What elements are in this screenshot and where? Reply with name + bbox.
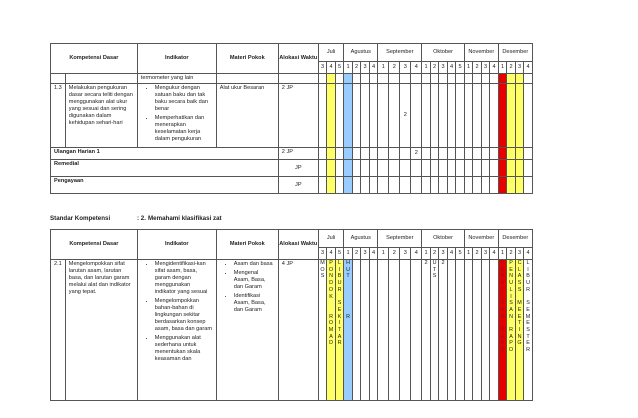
week-cell: 3 — [481, 248, 490, 260]
week-cell: 4 — [369, 62, 378, 74]
kd-row-1-3 — [51, 84, 533, 148]
week-mark: 2 — [400, 84, 411, 148]
standar-number: : 2. — [137, 215, 146, 222]
header-kompetensi: Kompetensi Dasar — [51, 44, 138, 74]
alokasi-waktu: 4 JP — [278, 260, 318, 401]
week-cell: 3 — [318, 62, 327, 74]
week-cell: 1 — [344, 62, 353, 74]
week-cell: 1 — [344, 248, 353, 260]
week-cell: 4 — [490, 248, 499, 260]
uts-label: U T S — [430, 260, 439, 401]
header-materi: Materi Pokok — [216, 230, 278, 260]
header-indikator: Indikator — [137, 230, 216, 260]
ulangan-label: Ulangan Harian 1 — [51, 148, 279, 160]
week-cell: 3 — [515, 248, 524, 260]
week-cell: 4 — [411, 62, 422, 74]
month-november: November — [464, 230, 498, 248]
pengayaan-row — [51, 177, 533, 194]
week-cell: 5 — [335, 248, 344, 260]
week-mark: 2 — [411, 148, 422, 160]
week-cell: 5 — [456, 62, 465, 74]
week-cell: 3 — [481, 62, 490, 74]
week-cell: 2 — [389, 248, 400, 260]
week-cell: 3 — [400, 248, 411, 260]
indikator-item: • Memperhatikan dan menerapkan keselamatan kerja dalam pengukuran — [155, 115, 213, 143]
month-desember: Desember — [498, 44, 532, 62]
week-cell: 2 — [473, 248, 482, 260]
week-cell: 1 — [464, 62, 473, 74]
week-cell: 2 — [507, 62, 516, 74]
month-agustus: Agustus — [344, 44, 378, 62]
indikator-item: • Mengelompokkan bahan-bahan di lingkungan sekitar berdasarkan konsep asam, basa dan garam — [155, 298, 213, 333]
standar-text: Memahami klasifikasi zat — [148, 215, 222, 222]
penulisan-rapo-label: P E N U L I S A N R A P O — [498, 260, 507, 401]
week-cell: 2 — [389, 62, 400, 74]
materi-pokok: Alat ukur Besaran — [216, 84, 278, 148]
week-cell: 4 — [447, 62, 456, 74]
week-cell: 4 — [447, 248, 456, 260]
schedule-table-2 — [50, 229, 533, 401]
week-cell: 4 — [490, 62, 499, 74]
kd-number: 1.3 — [51, 84, 66, 148]
remedial-jp: JP — [278, 160, 318, 177]
materi-item: • Identifikasi Asam, Basa, dan Garam — [234, 293, 275, 314]
month-desember: Desember — [498, 230, 532, 248]
month-oktober: Oktober — [422, 230, 465, 248]
header-alokasi: Alokasi Waktu — [278, 230, 318, 260]
alokasi-waktu: 2 JP — [278, 84, 318, 148]
week-cell: 2 — [352, 248, 361, 260]
kd-number: 2.1 — [51, 260, 66, 401]
week-cell: 4 — [369, 248, 378, 260]
week-mark: 2 — [439, 260, 448, 401]
month-agustus: Agustus — [344, 230, 378, 248]
mos-label: M O S — [318, 260, 327, 401]
week-cell: 4 — [524, 62, 533, 74]
month-september: September — [378, 44, 422, 62]
continuation-row — [51, 74, 533, 84]
week-cell: 3 — [439, 62, 448, 74]
month-november: November — [464, 44, 498, 62]
libur-sekitar-label: L I B U R S E K I T A R — [335, 260, 344, 401]
pengayaan-jp: JP — [278, 177, 318, 194]
header-alokasi: Alokasi Waktu — [278, 44, 318, 74]
week-cell: 1 — [378, 62, 389, 74]
week-cell: 1 — [464, 248, 473, 260]
header-kompetensi: Kompetensi Dasar — [51, 230, 138, 260]
week-mark: 2 — [422, 260, 431, 401]
week-cell: 1 — [498, 248, 507, 260]
month-september: September — [378, 230, 422, 248]
kd-row-2-1 — [51, 260, 533, 401]
ulangan-row — [51, 148, 533, 160]
week-cell: 2 — [507, 248, 516, 260]
month-juli: Juli — [318, 230, 344, 248]
schedule-table-1 — [50, 43, 533, 194]
hut-label: H U T R — [344, 260, 353, 401]
class-meeting-label: C L A S S M E E T I N G — [515, 260, 524, 401]
week-cell: 2 — [352, 62, 361, 74]
week-cell: 2 — [430, 62, 439, 74]
pengayaan-label: Pengayaan — [51, 177, 279, 194]
continuation-text: termometer yang lain — [137, 74, 216, 84]
standar-label: Standar Kompetensi — [50, 215, 111, 222]
week-cell: 5 — [456, 248, 465, 260]
ulangan-jp: 2 JP — [278, 148, 318, 160]
week-cell: 4 — [524, 248, 533, 260]
week-cell: 2 — [430, 248, 439, 260]
indikator-list — [137, 84, 216, 148]
month-juli: Juli — [318, 44, 344, 62]
week-cell: 2 — [473, 62, 482, 74]
kd-description: Melakukan pengukuran dasar secara teliti dengan menggunakan alat ukur yang sesuai dan sering digunakan dalam kehidupan sehari-hari — [65, 84, 137, 148]
week-cell: 1 — [378, 248, 389, 260]
kd-description: Mengelompokkan sifat larutan asam, larutan basa, dan larutan garam melalui alat dan indikator yang tepat. — [65, 260, 137, 401]
week-cell: 4 — [327, 248, 336, 260]
indikator-list — [137, 260, 216, 401]
month-oktober: Oktober — [422, 44, 465, 62]
libur-semester-label: L I B U R S E M E S T E R — [524, 260, 533, 401]
week-cell: 1 — [498, 62, 507, 74]
week-cell: 3 — [400, 62, 411, 74]
week-cell: 1 — [422, 248, 431, 260]
week-cell: 4 — [411, 248, 422, 260]
materi-item: • Asam dan basa — [234, 261, 275, 268]
indikator-item: • Menggunakan alat sederhana untuk menentukan skala keasaman dan — [155, 335, 213, 363]
remedial-label: Remedial — [51, 160, 279, 177]
week-cell: 3 — [361, 62, 370, 74]
header-materi: Materi Pokok — [216, 44, 278, 74]
indikator-item: • Mengukur dengan satuan baku dan tak baku secara baik dan benar — [155, 85, 213, 113]
week-cell: 1 — [422, 62, 431, 74]
indikator-item: • Mengidentifikasi-kan sifat asam, basa, garam dengan menggunakan indikator yang sesuai — [155, 261, 213, 296]
materi-item: • Mengenal Asam, Basa, dan Garam — [234, 270, 275, 291]
header-indikator: Indikator — [137, 44, 216, 74]
week-cell: 3 — [318, 248, 327, 260]
materi-list — [216, 260, 278, 401]
week-cell: 4 — [327, 62, 336, 74]
pondok-romad-label: P O N D O K R O M A D — [327, 260, 336, 401]
week-cell: 3 — [361, 248, 370, 260]
remedial-row — [51, 160, 533, 177]
week-cell: 3 — [515, 62, 524, 74]
week-cell: 5 — [335, 62, 344, 74]
week-cell: 3 — [439, 248, 448, 260]
penulisan-rapo-label: P E N U L I S A N R A P O — [507, 260, 516, 401]
